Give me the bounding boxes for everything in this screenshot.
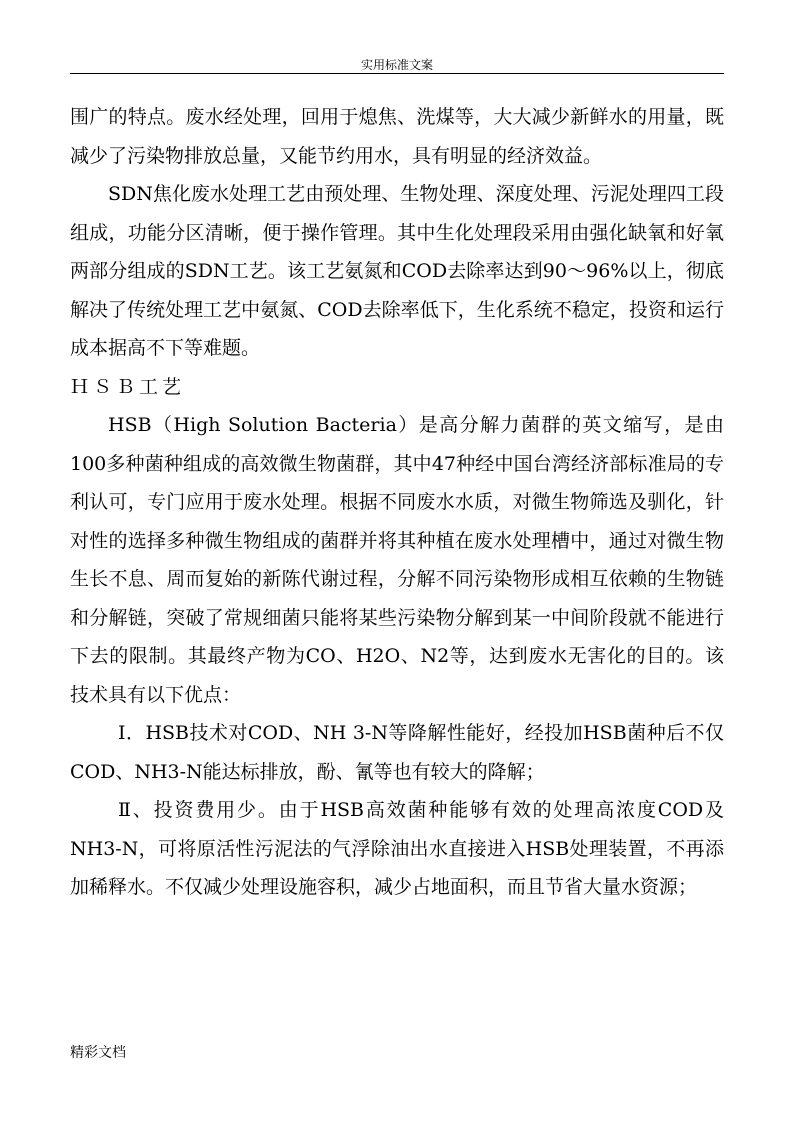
document-body bbox=[70, 98, 724, 907]
paragraph-sdn: SDN焦化废水处理工艺由预处理、生物处理、深度处理、污泥处理四工段组成，功能分区清晰，便于操作管理。其中生化处理段采用由强化缺氧和好氧两部分组成的SDN工艺。该工艺氨氮和COD去除率达到90～96%以上，彻底解决了传统处理工艺中氨氮、COD去除率低下，生化系统不稳定，投资和运行成本据高不下等难题。 bbox=[70, 183, 724, 359]
paragraph-continuation: 围广的特点。废水经处理，回用于熄焦、洗煤等，大大减少新鲜水的用量，既减少了污染物排放总量，又能节约用水，具有明显的经济效益。 bbox=[70, 106, 724, 167]
paragraph-advantage-2: Ⅱ、投资费用少。由于HSB高效菌种能够有效的处理高浓度COD及NH3-N，可将原活性污泥法的气浮除油出水直接进入HSB处理装置，不再添加稀释水。不仅减少处理设施容积，减少占地面积，而且节省大量水资源； bbox=[70, 799, 724, 898]
header-divider bbox=[70, 73, 724, 74]
page-footer: 精彩文档 bbox=[70, 1045, 126, 1061]
paragraph-advantage-1: Ⅰ．HSB技术对COD、NH 3-N等降解性能好，经投加HSB菌种后不仅COD、NH3-N能达标排放，酚、氰等也有较大的降解； bbox=[70, 722, 724, 783]
section-heading-hsb: ＨＳＢ工艺 bbox=[70, 375, 186, 398]
paragraph-hsb-intro: HSB（High Solution Bacteria）是高分解力菌群的英文缩写，是由100多种菌种组成的高效微生物菌群，其中47种经中国台湾经济部标准局的专利认可，专门应用于废水处理。根据不同废水水质，对微生物筛选及驯化，针对性的选择多种微生物组成的菌群并将其种植在废水处理槽中，通过对微生物生长不息、周而复始的新陈代谢过程，分解不同污染物形成相互依赖的生物链和分解链，突破了常规细菌只能将某些污染物分解到某一中间阶段就不能进行下去的限制。其最终产物为CO、H2O、N2等，达到废水无害化的目的。该技术具有以下优点： bbox=[70, 414, 724, 706]
page-header: 实用标准文案 bbox=[360, 58, 433, 72]
